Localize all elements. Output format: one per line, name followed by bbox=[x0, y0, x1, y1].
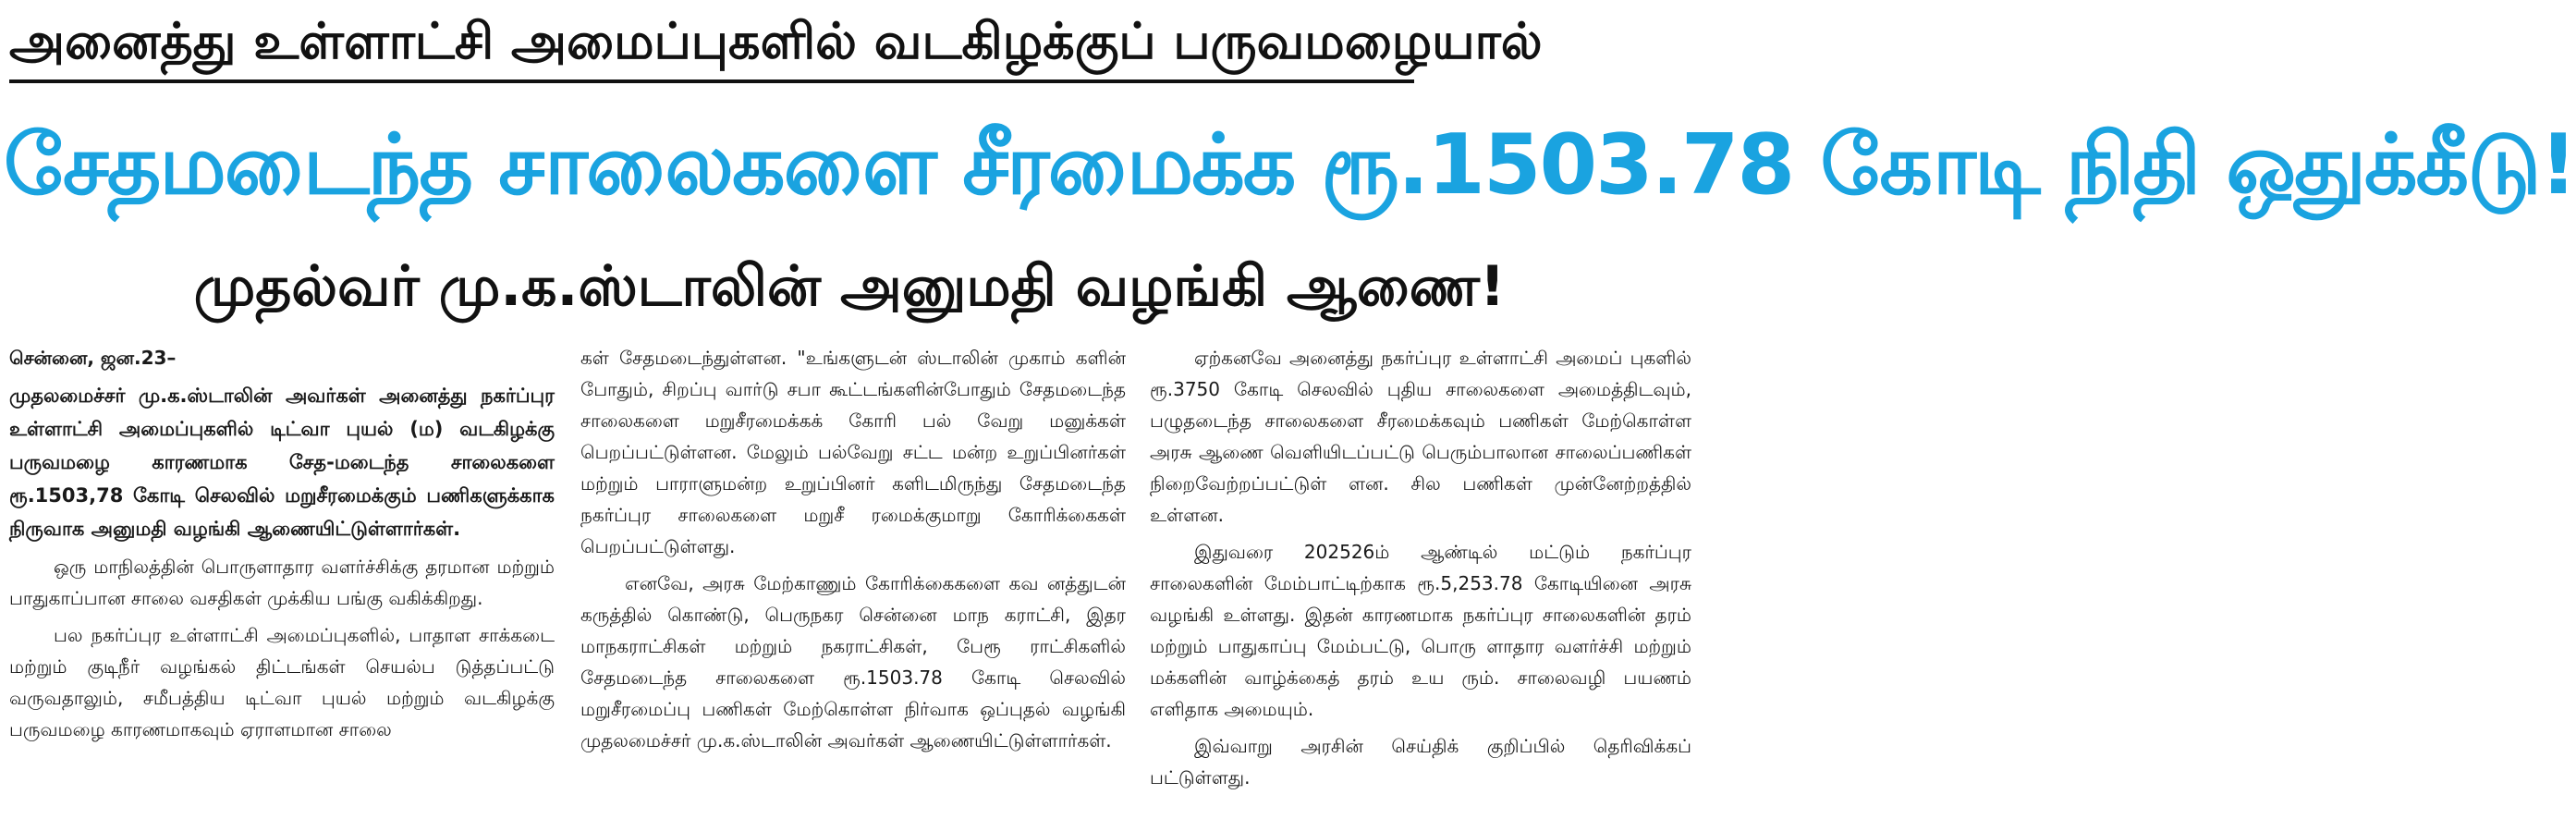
article-column-2 bbox=[580, 342, 1126, 819]
paragraph: பல நகர்ப்புர உள்ளாட்சி அமைப்புகளில், பாதாள சாக்கடை மற்றும் குடிநீர் வழங்கல் திட்டங்கள் செயல்ப டுத்தப்பட்டு வருவதாலும், சமீபத்திய டிட்வா புயல் மற்றும் வடகிழக்கு பருவமழை காரணமாகவும் ஏராளமான சாலை bbox=[9, 624, 555, 740]
main-headline: சேதமடைந்த சாலைகளை சீரமைக்க ரூ.1503.78 கோடி நிதி ஒதுக்கீடு! bbox=[4, 116, 2576, 214]
article-column-1 bbox=[9, 342, 555, 819]
paragraph: ஏற்கனவே அனைத்து நகர்ப்புர உள்ளாட்சி அமைப் புகளில் ரூ.3750 கோடி செலவில் புதிய சாலைகளை அமைத்திடவும், பழுதடைந்த சாலைகளை சீரமைக்கவும் பணிகள் மேற்கொள்ள அரசு ஆணை வெளியிடப்பட்டு பெரும்பாலான சாலைப்பணிகள் நிறைவேற்றப்பட்டுள் ளன. சில பணிகள் முன்னேற்றத்தில் உள்ளன. bbox=[1150, 347, 1691, 526]
kicker-underline bbox=[9, 79, 1414, 83]
paragraph: கள் சேதமடைந்துள்ளன. "உங்களுடன் ஸ்டாலின் முகாம் களின் போதும், சிறப்பு வார்டு சபா கூட்டங்களின்போதும் சேதமடைந்த சாலைகளை மறுசீரமைக்கக் கோரி பல் வேறு மனுக்கள் பெறப்பட்டுள்ளன. மேலும் பல்வேறு சட்ட மன்ற உறுப்பினர்கள் மற்றும் பாராளுமன்ற உறுப்பினர் களிடமிருந்து சேதமடைந்த நகர்ப்புர சாலைகளை மறுசீ ரமைக்குமாறு கோரிக்கைகள் பெறப்பட்டுள்ளது. bbox=[580, 347, 1126, 557]
paragraph: எனவே, அரசு மேற்காணும் கோரிக்கைகளை கவ னத்துடன் கருத்தில் கொண்டு, பெருநகர சென்னை மாந கராட்சி, இதர மாநகராட்சிகள் மற்றும் நகராட்சிகள், பேரூ ராட்சிகளில் சேதமடைந்த சாலைகளை ரூ.1503.78 கோடி செலவில் மறுசீரமைப்பு பணிகள் மேற்கொள்ள நிர்வாக ஒப்புதல் வழங்கி முதலமைச்சர் மு.க.ஸ்டாலின் அவர்கள் ஆணையிட்டுள்ளார்கள். bbox=[580, 572, 1126, 752]
lead-paragraph: முதலமைச்சர் மு.க.ஸ்டாலின் அவர்கள் அனைத்து நகர்ப்புர உள்ளாட்சி அமைப்புகளில் டிட்வா புயல் (ம) வடகிழக்கு பருவமழை காரணமாக சேத-மடைந்த சாலைகளை ரூ.1503,78 கோடி செலவில் மறுசீரமைக்கும் பணிகளுக்காக நிருவாக அனுமதி வழங்கி ஆணையிட்டுள்ளார்கள். bbox=[9, 385, 555, 540]
paragraph: இவ்வாறு அரசின் செய்திக் குறிப்பில் தெரிவிக்கப் பட்டுள்ளது. bbox=[1150, 735, 1691, 788]
kicker-headline: அனைத்து உள்ளாட்சி அமைப்புகளில் வடகிழக்குப் பருவமழையால் bbox=[9, 12, 1543, 70]
article-column-3 bbox=[1150, 342, 1691, 819]
paragraph: ஒரு மாநிலத்தின் பொருளாதார வளர்ச்சிக்கு தரமான மற்றும் பாதுகாப்பான சாலை வசதிகள் முக்கிய பங்கு வகிக்கிறது. bbox=[9, 556, 555, 609]
dateline: சென்னை, ஜன.23– bbox=[9, 347, 177, 369]
sub-headline: முதல்வர் மு.க.ஸ்டாலின் அனுமதி வழங்கி ஆணை! bbox=[193, 254, 1506, 319]
article-body bbox=[0, 342, 1699, 819]
paragraph: இதுவரை 202526ம் ஆண்டில் மட்டும் நகர்ப்புர சாலைகளின் மேம்பாட்டிற்காக ரூ.5,253.78 கோடியினை அரசு வழங்கி உள்ளது. இதன் காரணமாக நகர்ப்புர சாலைகளின் தரம் மற்றும் பாதுகாப்பு மேம்பட்டு, பொரு ளாதார வளர்ச்சி மற்றும் மக்களின் வாழ்க்கைத் தரம் உய ரும். சாலைவழி பயணம் எளிதாக அமையும். bbox=[1150, 541, 1691, 720]
